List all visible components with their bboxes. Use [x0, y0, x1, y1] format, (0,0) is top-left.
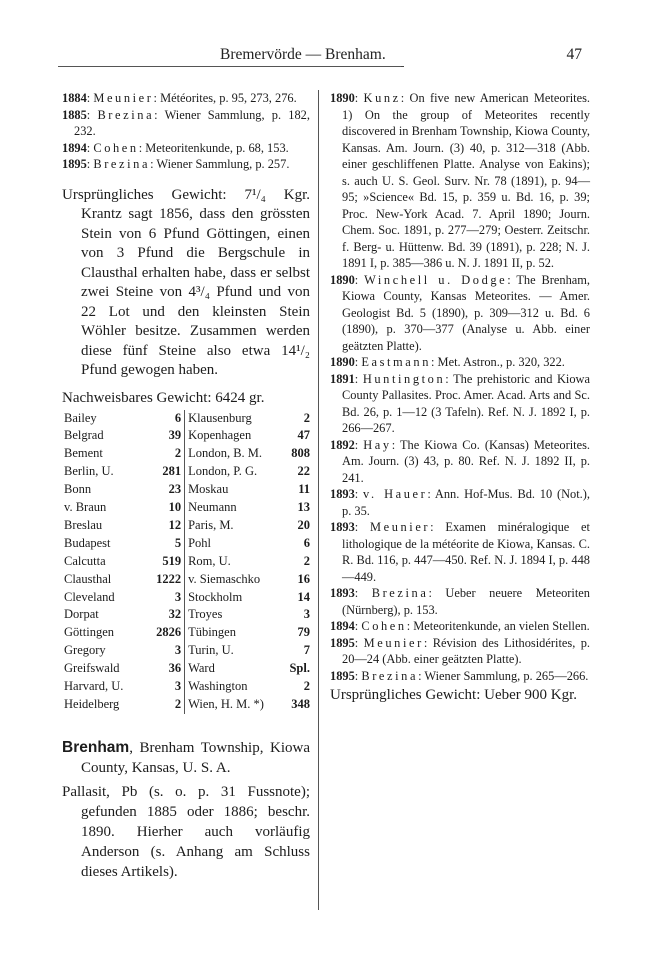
right-column — [330, 90, 590, 706]
reference-entry: 1895: Brezina: Wiener Sammlung, p. 265—266. — [330, 668, 589, 683]
reference-author: Brezina — [361, 668, 419, 683]
reference-year: 1885 — [62, 107, 87, 122]
collection-weight: 5 — [156, 535, 185, 553]
table-row — [64, 427, 310, 445]
collection-weight: 47 — [297, 428, 310, 443]
collection-weight: 3 — [156, 642, 185, 660]
reference-entry: 1895: Meunier: Révision des Lithosidérites, p. 20—24 (Abb. einer geätzten Platte). — [330, 635, 591, 666]
collection-name: Stockholm — [188, 589, 243, 604]
table-row — [64, 535, 310, 553]
collection-name: Dorpat — [64, 607, 99, 622]
collection-weight: 12 — [156, 517, 185, 535]
collection-weight: 1222 — [156, 571, 185, 589]
collection-name: v. Siemaschko — [188, 571, 261, 586]
running-title: Bremervörde — Brenham. — [220, 46, 386, 63]
collection-weight: 2 — [303, 679, 310, 694]
collection-weight: 39 — [156, 427, 185, 445]
collection-name: Wien, H. M. *) — [188, 697, 264, 711]
collection-weight: Spl. — [289, 661, 310, 676]
reference-year: 1895 — [330, 668, 355, 683]
reference-year: 1893 — [330, 520, 355, 534]
collection-name: Greifswald — [64, 661, 120, 676]
collection-weights-table — [64, 410, 310, 714]
collection-name: Paris, M. — [188, 517, 234, 532]
collection-name: Cleveland — [64, 589, 115, 604]
collection-weight: 32 — [156, 606, 185, 624]
verifiable-weight: Nachweisbares Gewicht: 6424 gr. — [62, 389, 265, 406]
reference-text: Meteoritenkunde, an vielen Stellen. — [413, 619, 590, 633]
collection-weight: 3 — [156, 589, 185, 607]
collection-name: Clausthal — [64, 571, 112, 586]
reference-author: Hay — [363, 437, 392, 452]
collection-weight: 2 — [303, 553, 310, 568]
table-row — [64, 696, 310, 714]
collection-name: Rom, U. — [188, 553, 231, 568]
reference-text: Météorites, p. 95, 273, 276. — [160, 91, 297, 105]
collection-weight: 10 — [156, 499, 185, 517]
reference-entry: 1894: Cohen: Meteoritenkunde, p. 68, 153. — [62, 140, 289, 155]
header-rule — [58, 66, 401, 67]
collection-name: Ward — [188, 661, 215, 676]
left-column — [62, 90, 310, 882]
right-reference-list — [330, 90, 590, 684]
reference-year: 1893 — [330, 487, 355, 501]
reference-author: Meunier — [93, 91, 154, 105]
collection-name: Tübingen — [188, 625, 236, 640]
collection-weight: 808 — [291, 446, 310, 461]
collection-name: v. Braun — [64, 500, 107, 515]
reference-text: Ueber neuere Meteoriten (Nürnberg), p. 153. — [342, 586, 591, 617]
reference-year: 1891 — [330, 371, 355, 386]
collection-name: Troyes — [188, 607, 223, 622]
collection-weight: 79 — [297, 625, 310, 640]
collection-name: Berlin, U. — [64, 464, 114, 479]
reference-text: The Brenham, Kiowa County, Kansas Meteorites. — Amer. Geologist Bd. 5 (1890), p. 309—312 u. Bd. 6 (1890), p. 370—377 (Analyse u. Abb. einer geätzten Platte). — [342, 272, 590, 353]
collection-name: Heidelberg — [64, 697, 120, 711]
table-row — [64, 606, 310, 624]
reference-author: Brezina — [93, 157, 151, 171]
reference-entry: 1891: Huntington: The prehistoric and Kiowa County Pallasites. Proc. Amer. Acad. Arts and Sc. Bd. 26, p. 1—12 (3 Tafeln). Ref. N. J. 1892 I, p. 266—267. — [330, 371, 590, 435]
reference-entry: 1892: Hay: The Kiowa Co. (Kansas) Meteorites. Am. Journ. (3) 43, p. 80. Ref. N. J. 1892 II, p. 241. — [330, 437, 590, 485]
original-weight-brenham: Ursprüngliches Gewicht: Ueber 900 Kgr. — [330, 687, 578, 703]
collection-weight: 23 — [156, 481, 185, 499]
table-row — [64, 463, 310, 481]
collection-name: Harvard, U. — [64, 679, 124, 694]
collection-weight: 2826 — [156, 624, 185, 642]
original-weight-paragraph: Ursprüngliches Gewicht: 7¹/₄ Kgr. Krantz sagt 1856, dass den grössten Stein von 6 Pfund Göttingen, einen von 3 Pfund die Bergschule in Clausthal erhalten habe, dass er selbst zwei Steine von 4³/₄ Pfund und von 22 Lot und den kleinsten Stein Wöhler besitze. Zusammen werden diese fünf Steine also etwa 14¹/₂ Pfund gewogen haben. — [62, 186, 310, 378]
reference-entry: 1890: Eastmann: Met. Astron., p. 320, 322. — [330, 355, 565, 369]
collection-weight: 22 — [297, 464, 310, 479]
reference-text: Met. Astron., p. 320, 322. — [437, 355, 565, 369]
table-row — [64, 642, 310, 660]
collection-weight: 36 — [156, 660, 185, 678]
reference-author: Winchell u. Dodge — [364, 272, 508, 287]
table-row — [64, 445, 310, 463]
collection-weight: 7 — [303, 643, 310, 658]
reference-entry: 1894: Cohen: Meteoritenkunde, an vielen Stellen. — [330, 619, 590, 633]
reference-text: Révision des Lithosidérites, p. 20—24 (Abb. einer geätzten Platte). — [342, 635, 591, 666]
collection-name: Budapest — [64, 535, 111, 550]
table-row — [64, 410, 310, 428]
reference-text: On five new American Meteorites. 1) On the group of Meteorites recently discovered in Brenham Township, Kiowa County, Kansas. Am. Journ. (3) 40, p. 312—318 (Abb. einer geschliffenen Platte. Analyse von Eakins); s. auch U. S. Geol. Surv. Nr. 78 (1891), p. 94—95; »Science« Bd. 15, p. 359 u. Bd. 16, p. 39; Proc. New-York Acad. 7. April 1890; Journ. Chem. Soc. 1891, p. 277—279; Oesterr. Zeitschr. f. Berg- u. Hüttenw. Bd. 39 (1891), p. 228; N. J. 1891 I, p. 385—386 u. N. J. 1891 II, p. 52. — [342, 91, 591, 270]
collection-name: London, B. M. — [188, 446, 263, 461]
collection-name: Bailey — [64, 410, 97, 425]
collection-name: Kopenhagen — [188, 428, 252, 443]
table-row — [64, 517, 310, 535]
brenham-heading — [62, 738, 310, 778]
reference-text: Wiener Sammlung, p. 182, 232. — [74, 107, 310, 138]
reference-text: Meteoritenkunde, p. 68, 153. — [145, 140, 289, 155]
reference-author: Kunz — [363, 91, 401, 105]
collection-weight: 2 — [156, 445, 185, 463]
collection-name: Göttingen — [64, 625, 114, 640]
reference-entry: 1893: v. Hauer: Ann. Hof-Mus. Bd. 10 (Not.), p. 35. — [330, 487, 590, 518]
reference-entry: 1884: Meunier: Météorites, p. 95, 273, 276. — [62, 91, 297, 105]
table-row — [64, 553, 310, 571]
collection-weight: 11 — [298, 482, 310, 497]
reference-year: 1893 — [330, 586, 355, 600]
meteorite-location: , Brenham Township, Kiowa County, Kansas, U. S. A. — [81, 739, 310, 776]
reference-text: Ann. Hof-Mus. Bd. 10 (Not.), p. 35. — [342, 487, 590, 518]
reference-author: Cohen — [361, 619, 407, 633]
collection-weight: 2 — [156, 696, 185, 714]
collection-name: London, P. G. — [188, 464, 258, 479]
reference-text: The Kiowa Co. (Kansas) Meteorites. Am. Journ. (3) 43, p. 80. Ref. N. J. 1892 II, p. 241. — [342, 437, 590, 485]
collection-weight: 281 — [156, 463, 185, 481]
column-divider — [318, 90, 319, 910]
collection-name: Breslau — [64, 517, 103, 532]
reference-entry: 1890: Kunz: On five new American Meteorites. 1) On the group of Meteorites recently discovered in Brenham Township, Kiowa County, Kansas. Am. Journ. (3) 40, p. 312—318 (Abb. einer geschliffenen Platte. Analyse von Eakins); s. auch U. S. Geol. Surv. Nr. 78 (1891), p. 94—95; »Science« Bd. 15, p. 359 u. Bd. 16, p. 39; Proc. New-York Acad. 7. April 1890; Journ. Chem. Soc. 1891, p. 277—279; Oesterr. Zeitschr. f. Berg- u. Hüttenw. Bd. 39 (1891), p. 228; N. J. 1891 I, p. 385—386 u. N. J. 1891 II, p. 52. — [330, 91, 591, 270]
reference-entry: 1885: Brezina: Wiener Sammlung, p. 182, 232. — [62, 107, 310, 138]
reference-author: Cohen — [93, 140, 139, 155]
collection-name: Washington — [188, 679, 248, 694]
table-row — [64, 624, 310, 642]
reference-year: 1890 — [330, 91, 355, 105]
collection-name: Neumann — [188, 500, 237, 515]
reference-author: Meunier — [363, 635, 424, 650]
reference-year: 1894 — [62, 140, 87, 155]
reference-year: 1895 — [62, 157, 87, 171]
reference-text: Wiener Sammlung, p. 265—266. — [424, 668, 589, 683]
reference-entry: 1893: Meunier: Examen minéralogique et lithologique de la météorite de Kiowa, Kansas. C. R. Bd. 116, p. 447—450. Ref. N. J. 1894 I, p. 448—449. — [330, 520, 590, 584]
collection-name: Moskau — [188, 482, 229, 497]
meteorite-name: Brenham — [62, 738, 130, 756]
running-header — [58, 40, 582, 67]
collection-weight: 3 — [303, 607, 310, 622]
reference-entry: 1890: Winchell u. Dodge: The Brenham, Kiowa County, Kansas Meteorites. — Amer. Geologist Bd. 5 (1890), p. 309—312 u. Bd. 6 (1890), p. 370—377 (Analyse u. Abb. einer geätzten Platte). — [330, 272, 590, 353]
collection-weight: 14 — [297, 589, 310, 604]
collection-weight: 13 — [297, 500, 310, 515]
collection-name: Bement — [64, 446, 103, 461]
table-row — [64, 499, 310, 517]
page-number: 47 — [566, 46, 582, 63]
collection-name: Pohl — [188, 535, 211, 550]
reference-author: Huntington — [362, 371, 446, 386]
reference-year: 1892 — [330, 437, 355, 452]
collection-name: Turin, U. — [188, 643, 234, 658]
table-row — [64, 678, 310, 696]
collection-weight: 348 — [291, 697, 310, 711]
reference-author: Brezina — [97, 107, 155, 122]
table-row — [64, 589, 310, 607]
collection-name: Bonn — [64, 482, 92, 497]
collection-name: Gregory — [64, 643, 106, 658]
reference-author: v. Hauer — [363, 487, 428, 501]
table-row — [64, 660, 310, 678]
collection-weight: 6 — [156, 410, 185, 428]
collection-weight: 6 — [303, 535, 310, 550]
reference-year: 1890 — [330, 272, 355, 287]
reference-author: Meunier — [369, 520, 431, 534]
meteorite-description: Pallasit, Pb (s. o. p. 31 Fussnote); gefunden 1885 oder 1886; beschr. 1890. Hierher auch vorläufig Anderson (s. Anhang am Schluss dieses Artikels). — [62, 783, 310, 880]
reference-year: 1894 — [330, 619, 355, 633]
reference-text: Wiener Sammlung, p. 257. — [156, 157, 290, 171]
collection-weight: 2 — [303, 410, 310, 425]
collection-name: Klausenburg — [188, 410, 252, 425]
table-row — [64, 481, 310, 499]
collection-weight: 20 — [297, 517, 310, 532]
reference-text: The prehistoric and Kiowa County Pallasites. Proc. Amer. Acad. Arts and Sc. Bd. 26, p. 1—12 (3 Tafeln). Ref. N. J. 1892 I, p. 266—267. — [342, 371, 590, 435]
reference-year: 1884 — [62, 91, 87, 105]
collection-name: Belgrad — [64, 428, 104, 443]
left-reference-list — [62, 90, 310, 173]
reference-author: Brezina — [371, 586, 429, 600]
collection-weight: 519 — [156, 553, 185, 571]
reference-year: 1895 — [330, 635, 355, 650]
reference-year: 1890 — [330, 355, 355, 369]
collection-name: Calcutta — [64, 553, 106, 568]
reference-entry: 1893: Brezina: Ueber neuere Meteoriten (Nürnberg), p. 153. — [330, 586, 591, 617]
collection-weight: 3 — [156, 678, 185, 696]
reference-author: Eastmann — [361, 355, 431, 369]
collection-weight: 16 — [297, 571, 310, 586]
reference-entry: 1895: Brezina: Wiener Sammlung, p. 257. — [62, 157, 290, 171]
reference-text: Examen minéralogique et lithologique de la météorite de Kiowa, Kansas. C. R. Bd. 116, p. 447—450. Ref. N. J. 1894 I, p. 448—449. — [342, 520, 590, 584]
table-row — [64, 571, 310, 589]
